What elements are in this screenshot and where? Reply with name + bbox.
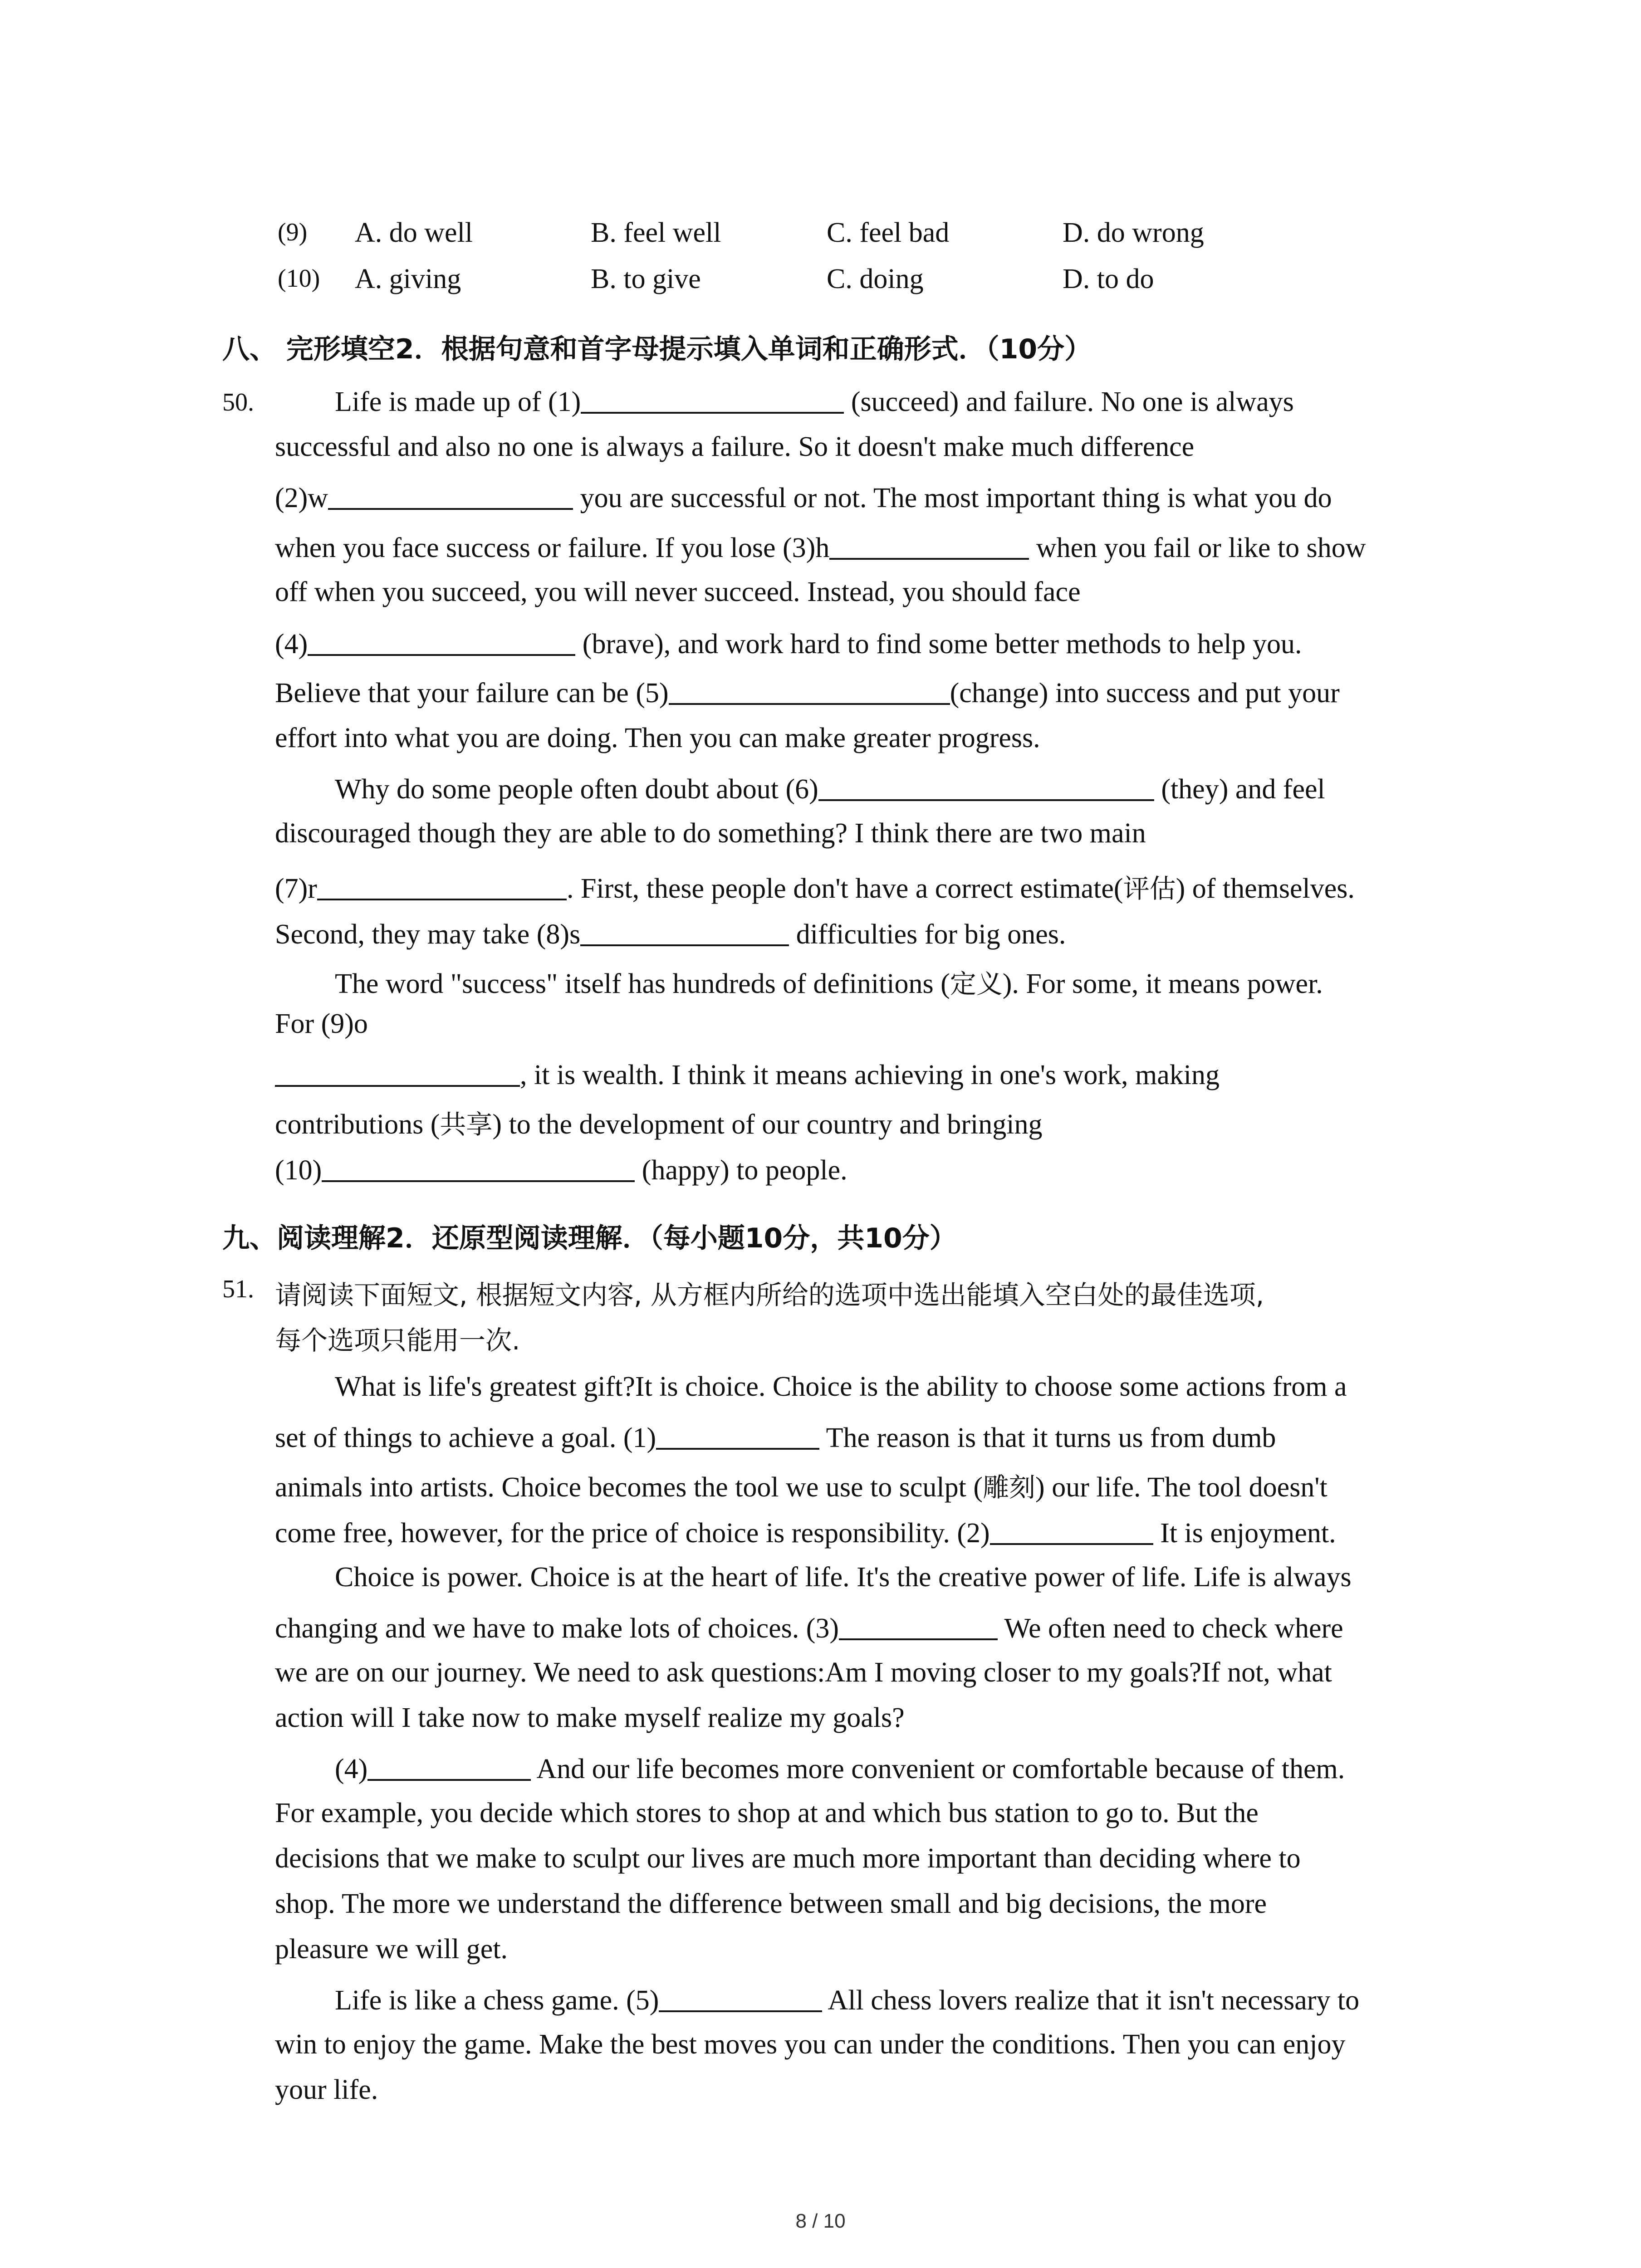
text-line: changing and we have to make lots of choices. (3) We often need to check where: [275, 1611, 1343, 1645]
text-line: (4) (brave), and work hard to find some better methods to help you.: [275, 627, 1302, 660]
text-line: discouraged though they are able to do something? I think there are two main: [275, 818, 1146, 849]
answer-blank[interactable]: [659, 1983, 822, 2012]
text-line: action will I take now to make myself realize my goals?: [275, 1702, 905, 1733]
answer-blank[interactable]: [818, 772, 1154, 801]
answer-blank[interactable]: [275, 1058, 520, 1087]
answer-blank[interactable]: [317, 871, 567, 900]
question-number: (9): [278, 218, 308, 246]
text-line: decisions that we make to sculpt our lives are much more important than deciding where to: [275, 1843, 1301, 1874]
option-b: B. feel well: [591, 217, 721, 248]
text-line: (2)w you are successful or not. The most important thing is what you do: [275, 481, 1332, 514]
text-line: pleasure we will get.: [275, 1934, 508, 1965]
text-line: Life is made up of (1) (succeed) and failure. No one is always: [335, 385, 1294, 418]
question-number: 50.: [222, 388, 254, 416]
text-line: What is life's greatest gift?It is choice. Choice is the ability to choose some actions from a: [335, 1371, 1347, 1402]
text-line: set of things to achieve a goal. (1) The reason is that it turns us from dumb: [275, 1421, 1276, 1454]
answer-blank[interactable]: [990, 1516, 1153, 1545]
text-line: successful and also no one is always a failure. So it doesn't make much difference: [275, 431, 1195, 462]
text-line: off when you succeed, you will never succeed. Instead, you should face: [275, 577, 1081, 607]
instruction-text: 每个选项只能用一次.: [275, 1325, 520, 1356]
section-heading: 八、 完形填空2．根据句意和首字母提示填入单词和正确形式．（10分）: [222, 333, 1092, 365]
question-number: (10): [278, 264, 320, 293]
text-line: contributions (共享) to the development of our country and bringing: [275, 1109, 1043, 1140]
section-heading: 九、阅读理解2．还原型阅读理解．（每小题10分，共10分）: [222, 1222, 957, 1254]
answer-blank[interactable]: [669, 676, 950, 705]
option-b: B. to give: [591, 264, 701, 294]
text-line: we are on our journey. We need to ask questions:Am I moving closer to my goals?If not, what: [275, 1657, 1332, 1688]
text-line: (7)r . First, these people don't have a correct estimate(评估) of themselves.: [275, 867, 1355, 905]
text-line: your life.: [275, 2074, 378, 2105]
option-c: C. doing: [827, 264, 924, 294]
page-number: 8 / 10: [795, 2210, 846, 2232]
answer-blank[interactable]: [580, 917, 789, 946]
text-line: (10) (happy) to people.: [275, 1153, 847, 1187]
instruction-text: 请阅读下面短文, 根据短文内容, 从方框内所给的选项中选出能填入空白处的最佳选项,: [275, 1280, 1264, 1310]
answer-blank[interactable]: [581, 385, 844, 414]
text-line: Why do some people often doubt about (6) (they) and feel: [335, 772, 1325, 806]
text-line: win to enjoy the game. Make the best moves you can under the conditions. Then you can enjoy: [275, 2029, 1346, 2060]
text-line: Believe that your failure can be (5) (change) into success and put your: [275, 676, 1340, 709]
text-line: (4) And our life becomes more convenient or comfortable because of them.: [335, 1752, 1345, 1785]
question-number: 51.: [222, 1275, 254, 1303]
answer-blank[interactable]: [328, 481, 573, 510]
text-line: effort into what you are doing. Then you can make greater progress.: [275, 723, 1040, 753]
answer-blank[interactable]: [829, 531, 1029, 560]
text-line: The word "success" itself has hundreds of definitions (定义). For some, it means power.: [335, 968, 1323, 999]
text-line: Choice is power. Choice is at the heart of life. It's the creative power of life. Life is always: [335, 1562, 1352, 1593]
option-d: D. do wrong: [1063, 217, 1204, 248]
answer-blank[interactable]: [656, 1421, 819, 1450]
text-line: For example, you decide which stores to shop at and which bus station to go to. But the: [275, 1798, 1259, 1828]
answer-blank[interactable]: [322, 1153, 635, 1182]
option-c: C. feel bad: [827, 217, 950, 248]
text-line: For (9)o: [275, 1008, 368, 1039]
text-line: when you face success or failure. If you lose (3)h when you fail or like to show: [275, 531, 1366, 564]
text-line: , it is wealth. I think it means achieving in one's work, making: [275, 1058, 1220, 1091]
option-d: D. to do: [1063, 264, 1154, 294]
option-a: A. do well: [355, 217, 473, 248]
text-line: come free, however, for the price of choice is responsibility. (2) It is enjoyment.: [275, 1516, 1336, 1549]
text-line: animals into artists. Choice becomes the tool we use to sculpt (雕刻) our life. The tool doesn't: [275, 1472, 1327, 1503]
text-line: Second, they may take (8)s difficulties for big ones.: [275, 917, 1066, 951]
answer-blank[interactable]: [839, 1611, 998, 1640]
answer-blank[interactable]: [367, 1752, 531, 1781]
text-line: Life is like a chess game. (5) All chess lovers realize that it isn't necessary to: [335, 1983, 1359, 2017]
text-line: shop. The more we understand the difference between small and big decisions, the more: [275, 1888, 1267, 1919]
option-a: A. giving: [355, 264, 461, 294]
answer-blank[interactable]: [308, 627, 575, 656]
